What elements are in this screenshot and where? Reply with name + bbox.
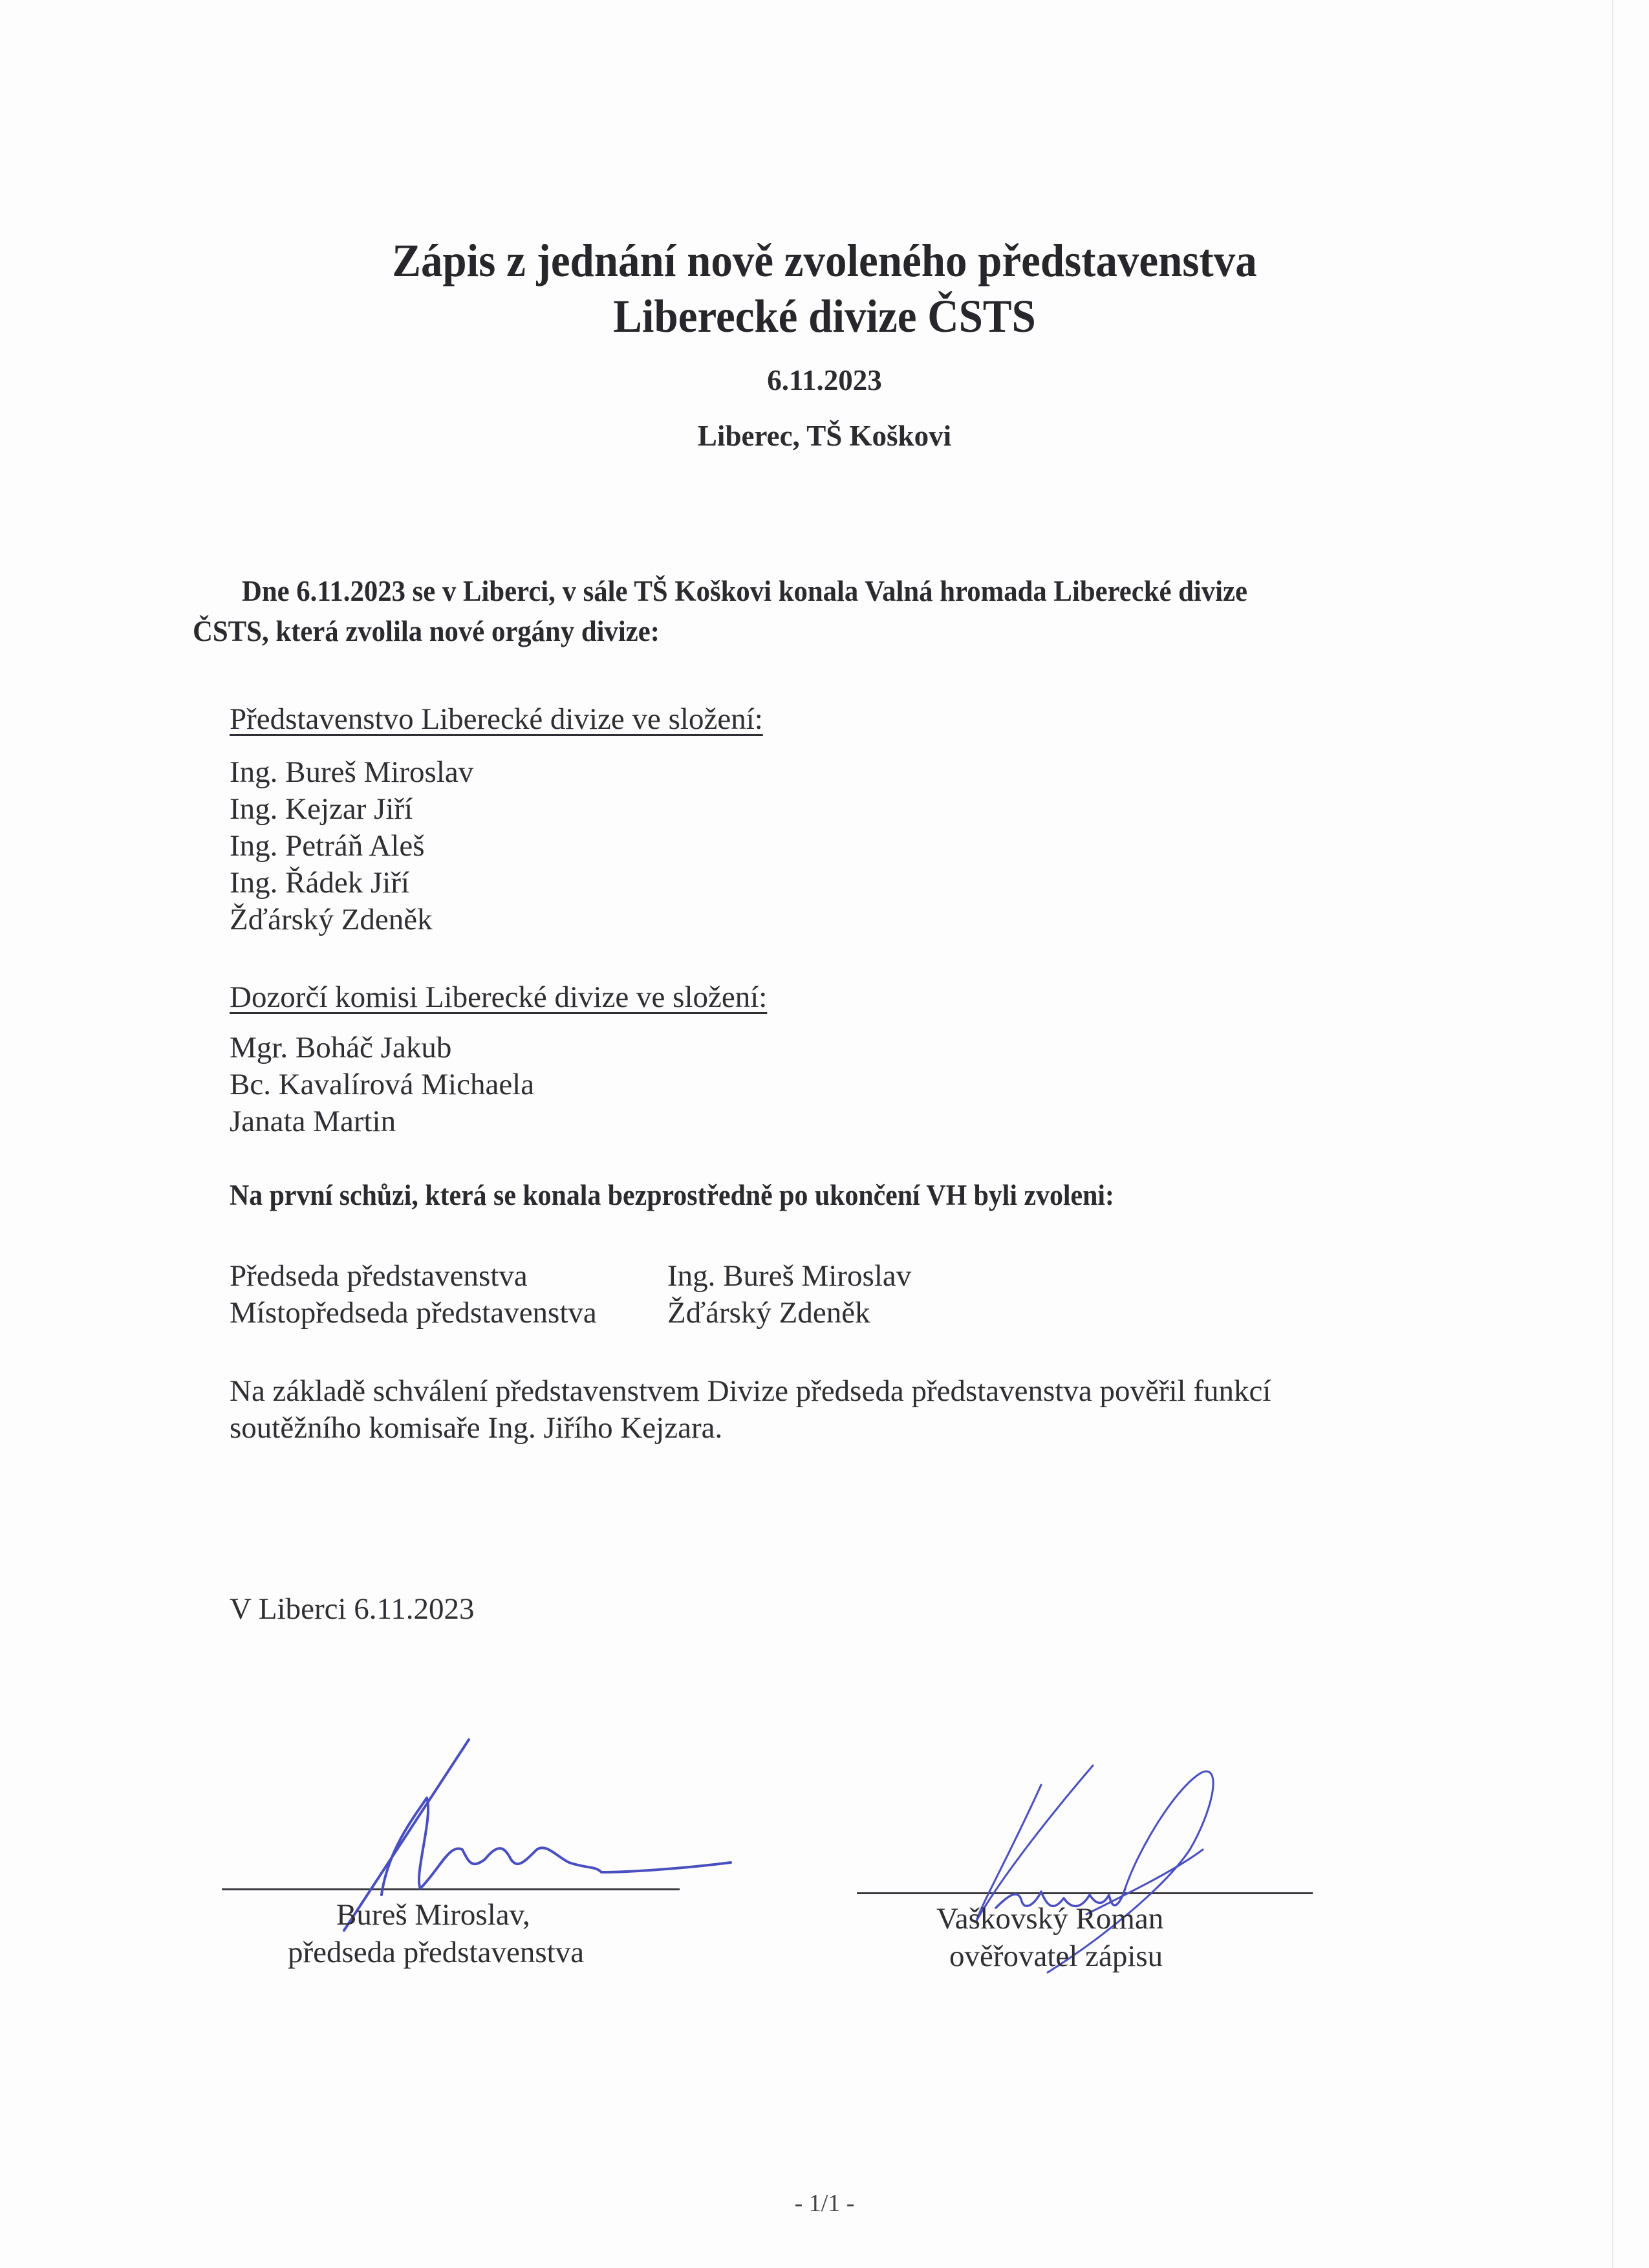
board-member: Ing. Petráň Aleš	[230, 829, 425, 863]
board-member: Ing. Řádek Jiří	[230, 866, 410, 900]
role-holder: Žďárský Zdeněk	[667, 1296, 870, 1330]
document-title-line2: Liberecké divize ČSTS	[613, 290, 1036, 342]
document-date: 6.11.2023	[767, 364, 882, 396]
place-date: V Liberci 6.11.2023	[230, 1592, 475, 1626]
appointment-line2: soutěžního komisaře Ing. Jiřího Kejzara.	[230, 1411, 723, 1445]
intro-line2: ČSTS, která zvolila nové orgány divize:	[193, 615, 660, 647]
signatory-name-left: Bureš Miroslav,	[336, 1898, 530, 1932]
board-member: Ing. Kejzar Jiří	[230, 792, 413, 826]
board-member: Ing. Bureš Miroslav	[230, 755, 474, 789]
supervisory-member: Janata Martin	[230, 1105, 396, 1138]
role-holder: Ing. Bureš Miroslav	[667, 1259, 912, 1293]
signatory-role-right: ověřovatel zápisu	[949, 1939, 1163, 1973]
appointment-line1: Na základě schválení představenstvem Divize předseda představenstva pověřil funkcí	[230, 1374, 1271, 1408]
role-label: Místopředseda představenstva	[230, 1296, 597, 1330]
document-place: Liberec, TŠ Koškovi	[697, 420, 952, 452]
scan-edge	[1612, 0, 1613, 2268]
page-number: - 1/1 -	[794, 2190, 855, 2217]
signatory-name-right: Vaškovský Roman	[936, 1902, 1164, 1936]
board-member: Žďárský Zdeněk	[230, 903, 433, 936]
intro-line1: Dne 6.11.2023 se v Liberci, v sále TŠ Koškovi konala Valná hromada Liberecké divize	[242, 575, 1248, 607]
first-meeting-heading: Na první schůzi, která se konala bezprostředně po ukončení VH byli zvoleni:	[230, 1179, 1114, 1211]
supervisory-heading: Dozorčí komisi Liberecké divize ve složení:	[230, 980, 768, 1014]
board-heading: Představenstvo Liberecké divize ve složení:	[230, 702, 763, 736]
document-title-line1: Zápis z jednání nově zvoleného představenstva	[392, 235, 1257, 286]
supervisory-member: Mgr. Boháč Jakub	[230, 1031, 452, 1064]
supervisory-member: Bc. Kavalírová Michaela	[230, 1068, 535, 1101]
signatory-role-left: předseda představenstva	[288, 1936, 585, 1969]
role-label: Předseda představenstva	[230, 1259, 528, 1293]
